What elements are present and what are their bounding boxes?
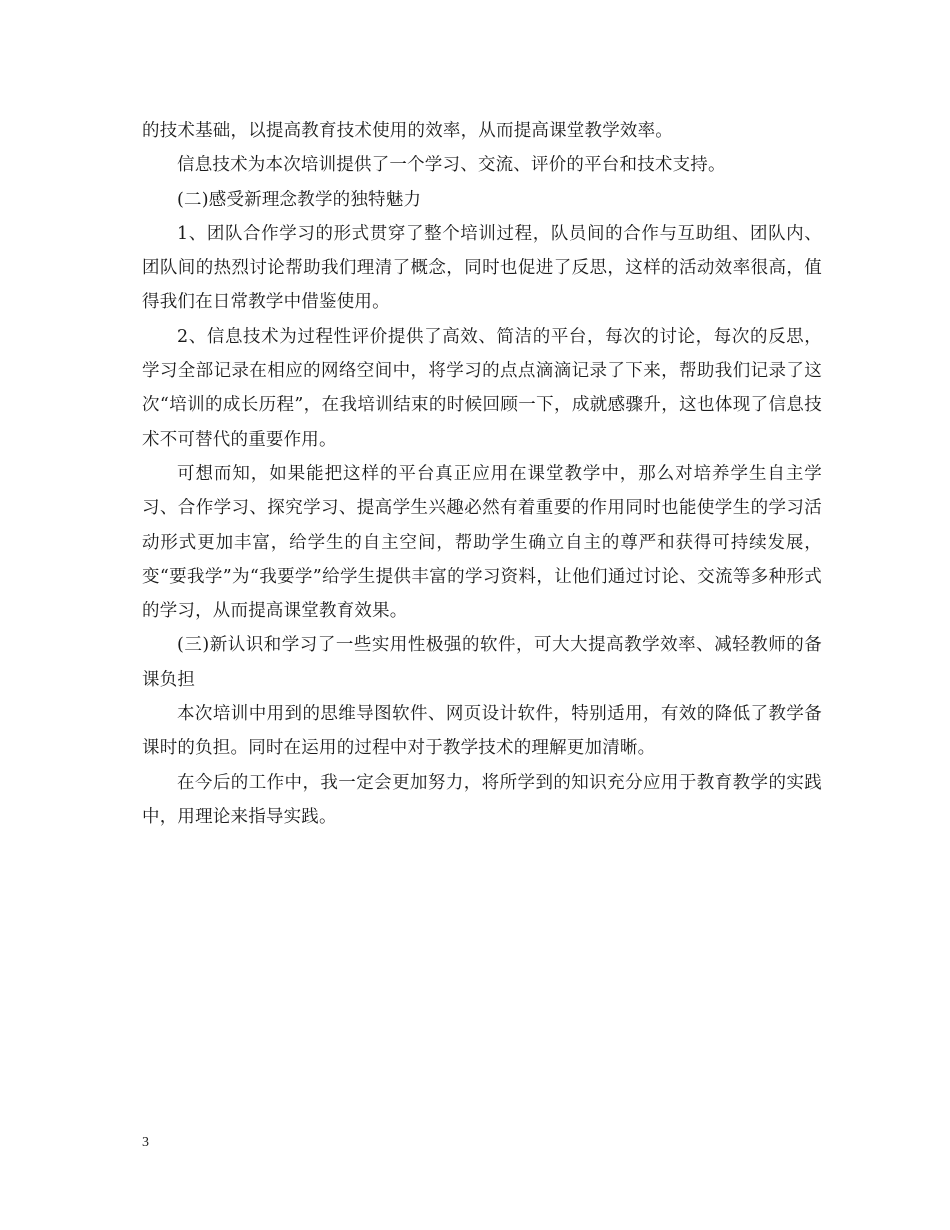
section-heading-2: (二)感受新理念教学的独特魅力 <box>177 189 422 210</box>
paragraph-4: 1、团队合作学习的形式贯穿了整个培训过程，队员间的合作与互助组、团队内、团队间的热烈讨论帮助我们理清了概念，同时也促进了反思，这样的活动效率很高，值得我们在日常教学中借鉴使用。 <box>142 223 822 313</box>
paragraph-2: 信息技术为本次培训提供了一个学习、交流、评价的平台和技术支持。 <box>177 155 726 176</box>
paragraph-5: 2、信息技术为过程性评价提供了高效、简洁的平台，每次的讨论，每次的反思，学习全部记录在相应的网络空间中，将学习的点点滴滴记录了下来，帮助我们记录了这次“培训的成长历程”，在我培训结束的时候回顾一下，成就感骤升，这也体现了信息技术不可替代的重要作用。 <box>142 326 822 450</box>
section-heading-3: (三)新认识和学习了一些实用性极强的软件，可大大提高教学效率、减轻教师的备课负担 <box>142 635 822 690</box>
paragraph-6: 可想而知，如果能把这样的平台真正应用在课堂教学中，那么对培养学生自主学习、合作学习、探究学习、提高学生兴趣必然有着重要的作用同时也能使学生的学习活动形式更加丰富，给学生的自主空间，帮助学生确立自主的尊严和获得可持续发展，变“要我学”为“我要学”给学生提供丰富的学习资料，让他们通过讨论、交流等多种形式的学习，从而提高课堂教育效果。 <box>142 463 822 622</box>
page-number: 3 <box>142 1135 149 1150</box>
paragraph-1: 的技术基础，以提高教育技术使用的效率，从而提高课堂教学效率。 <box>142 121 673 141</box>
document-body <box>142 114 822 834</box>
paragraph-8: 本次培训中用到的思维导图软件、网页设计软件，特别适用，有效的降低了教学备课时的负担。同时在运用的过程中对于教学技术的理解更加清晰。 <box>142 704 822 759</box>
paragraph-9: 在今后的工作中，我一定会更加努力，将所学到的知识充分应用于教育教学的实践中，用理论来指导实践。 <box>142 772 822 827</box>
